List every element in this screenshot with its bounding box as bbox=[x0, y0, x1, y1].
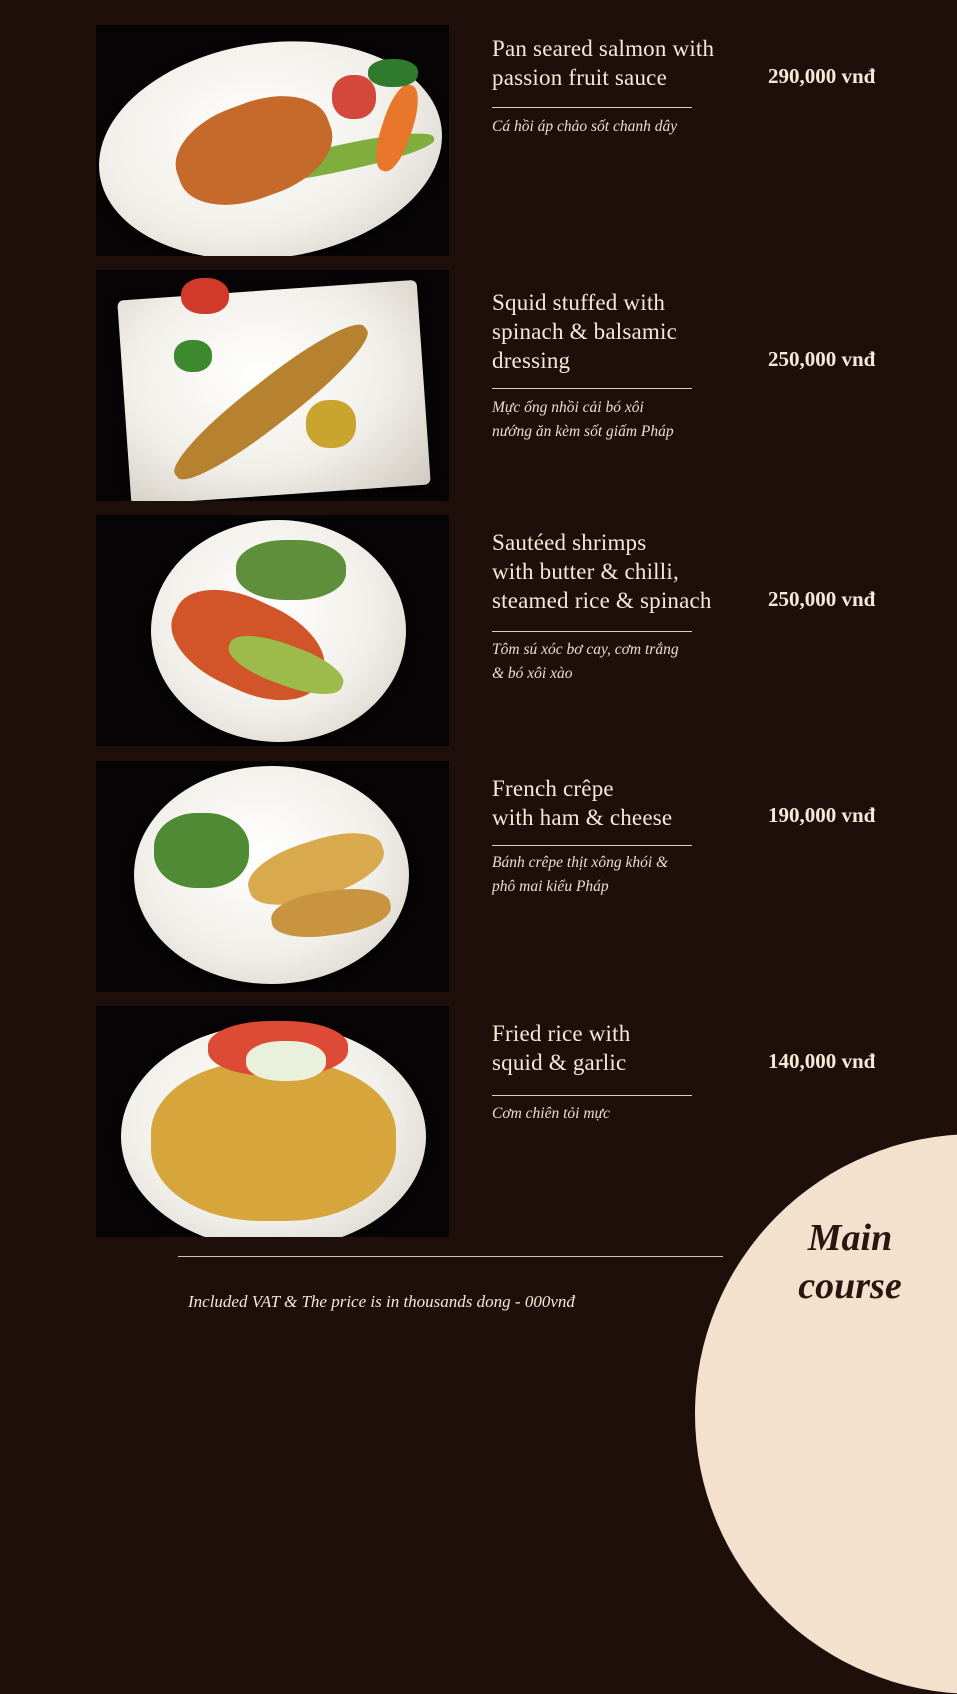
dish-title-line: steamed rice & spinach bbox=[492, 588, 712, 613]
dish-price: 250,000 vnđ bbox=[768, 587, 876, 611]
dish-subtitle bbox=[492, 1102, 732, 1126]
dish-title-line: Pan seared salmon with bbox=[492, 36, 715, 61]
dish-title-line: Sautéed shrimps bbox=[492, 530, 647, 555]
dish-subtitle-line: Bánh crêpe thịt xông khói & bbox=[492, 854, 669, 871]
dish-subtitle-line: Mực ống nhồi cải bó xôi bbox=[492, 399, 644, 416]
dish-subtitle-line: phô mai kiểu Pháp bbox=[492, 878, 609, 895]
dish-photo-shrimps bbox=[96, 515, 449, 746]
section-title-line: Main bbox=[807, 1217, 893, 1259]
dish-title-line: Fried rice with bbox=[492, 1021, 631, 1046]
dish-subtitle bbox=[492, 638, 732, 686]
dish-price: 290,000 vnđ bbox=[768, 64, 876, 88]
footer-note: Included VAT & The price is in thousands dong - 000vnđ bbox=[188, 1292, 575, 1311]
dish-title-line: passion fruit sauce bbox=[492, 65, 667, 90]
dish-title-line: with butter & chilli, bbox=[492, 559, 679, 584]
dish-title-line: spinach & balsamic bbox=[492, 319, 677, 344]
section-title-line: course bbox=[798, 1265, 902, 1307]
dish-photo-fried-rice bbox=[96, 1006, 449, 1237]
dish-title-line: dressing bbox=[492, 348, 571, 373]
dish-photo-crepe bbox=[96, 761, 449, 992]
dish-title bbox=[492, 528, 752, 615]
dish-subtitle-line: Tôm sú xóc bơ cay, cơm trắng bbox=[492, 641, 679, 658]
dish-title-line: French crêpe bbox=[492, 776, 614, 801]
dish-title-line: with ham & cheese bbox=[492, 805, 673, 830]
divider bbox=[492, 107, 692, 108]
dish-subtitle-line: Cá hồi áp chảo sốt chanh dây bbox=[492, 118, 678, 135]
dish-price: 140,000 vnđ bbox=[768, 1049, 876, 1073]
section-title bbox=[760, 1214, 940, 1310]
dish-title bbox=[492, 34, 752, 92]
dish-subtitle-line: nướng ăn kèm sốt giấm Pháp bbox=[492, 423, 674, 440]
dish-title bbox=[492, 774, 752, 832]
dish-photo-squid bbox=[96, 270, 449, 501]
dish-subtitle bbox=[492, 396, 732, 444]
dish-photo-salmon bbox=[96, 25, 449, 256]
divider bbox=[492, 388, 692, 389]
divider bbox=[492, 845, 692, 846]
dish-title bbox=[492, 288, 752, 375]
dish-title-line: squid & garlic bbox=[492, 1050, 627, 1075]
divider bbox=[492, 631, 692, 632]
dish-subtitle bbox=[492, 851, 732, 899]
dish-subtitle bbox=[492, 115, 732, 139]
dish-title-line: Squid stuffed with bbox=[492, 290, 666, 315]
dish-price: 250,000 vnđ bbox=[768, 347, 876, 371]
dish-title bbox=[492, 1019, 752, 1077]
dish-subtitle-line: Cơm chiên tỏi mực bbox=[492, 1105, 610, 1122]
divider bbox=[492, 1095, 692, 1096]
footer-divider bbox=[178, 1256, 723, 1257]
dish-subtitle-line: & bó xôi xào bbox=[492, 665, 573, 682]
dish-price: 190,000 vnđ bbox=[768, 803, 876, 827]
